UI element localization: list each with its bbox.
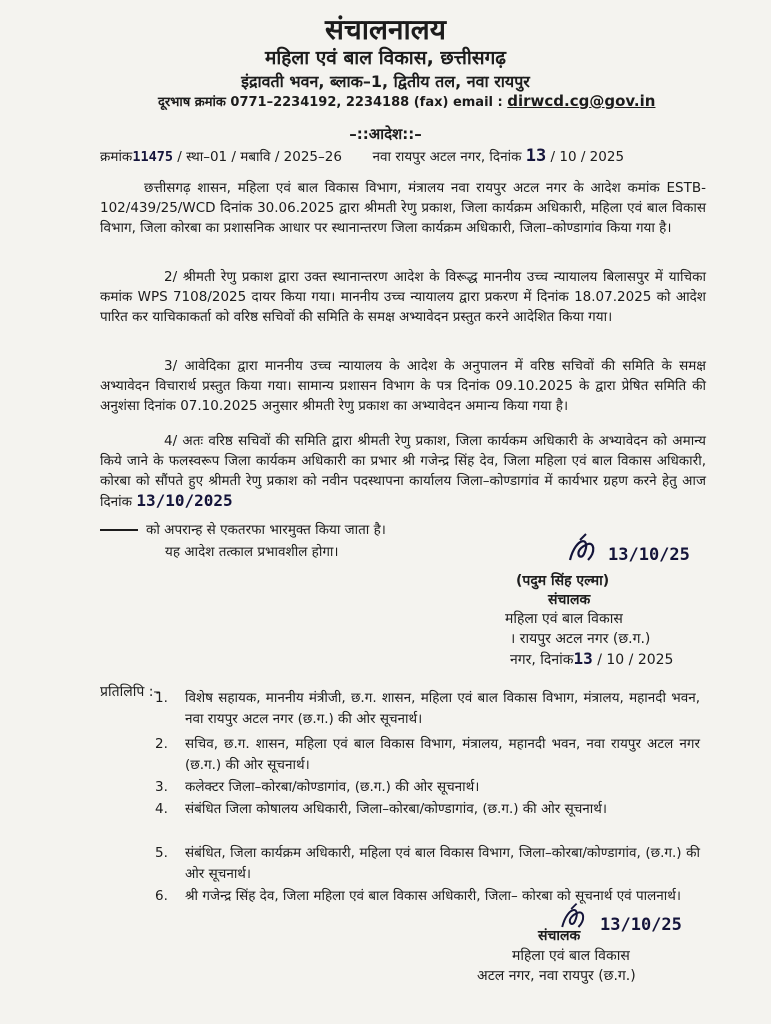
copy-item-number: 4. — [155, 801, 168, 817]
copy-item — [155, 734, 700, 776]
handwritten-relief-date: 13/10/2025 — [136, 491, 233, 510]
copy-item — [155, 799, 700, 820]
copy-item — [155, 688, 700, 730]
copy-item-text: श्री गजेन्द्र सिंह देव, जिला महिला एवं बाल विकास अधिकारी, जिला– कोरबा को सूचनार्थ एवं पालनार्थ। — [185, 888, 682, 904]
order-number-rest: / स्था–01 / मबावि / 2025–26 — [177, 149, 342, 165]
signatory-office: महिला एवं बाल विकास — [505, 611, 623, 627]
order-reference-line — [100, 146, 624, 166]
department-name: महिला एवं बाल विकास, छत्तीसगढ़ — [264, 47, 507, 69]
paragraph-1: छत्तीसगढ़ शासन, महिला एवं बाल विकास विभाग, मंत्रालय नवा रायपुर अटल नगर के आदेश कमांक ESTB-102/439/25/WCD दिनांक 30.06.2025 द्वारा श्रीमती रेणु प्रकाश, जिला कार्यक्रम अधिकारी, महिला एवं बाल विकास विभाग, जिला कोरबा का प्रशासनिक आधार पर स्थानान्तरण जिला कार्यक्रम अधिकारी, जिला–कोण्डागांव किया गया है। — [100, 180, 706, 236]
relief-line — [100, 520, 386, 538]
phone-numbers: दूरभाष क्रमांक 0771–2234192, 2234188 — [158, 95, 410, 110]
paragraph-2: 2/ श्रीमती रेणु प्रकाश द्वारा उक्त स्थानान्तरण आदेश के विरूद्ध माननीय उच्च न्यायालय बिलासपुर में याचिका कमांक WPS 7108/2025 दायर किया गया। माननीय उच्च न्यायालय द्वारा प्रकरण में दिनांक 18.07.2025 को आदेश पारित कर याचिकाकर्ता को वरिष्ठ सचिवों की समिति के समक्ष अभ्यावेदन प्रस्तुत करने आदेशित किया गया। — [100, 269, 706, 325]
signatory-designation: संचालक — [548, 592, 591, 608]
signature-2-place: अटल नगर, नवा रायपुर (छ.ग.) — [477, 968, 636, 984]
handwritten-date-day: 13 — [525, 146, 547, 166]
signatory-name: (पदुम सिंह एल्मा) — [516, 573, 610, 589]
email-address: dirwcd.cg@gov.in — [507, 92, 656, 110]
signature-1-date: 13/10/25 — [608, 545, 690, 565]
effect-line: यह आदेश तत्काल प्रभावशील होगा। — [165, 544, 339, 560]
blank-underline — [100, 529, 138, 531]
copy-item-text: विशेष सहायक, माननीय मंत्रीजी, छ.ग. शासन, महिला एवं बाल विकास विभाग, मंत्रालय, महानदी भवन, नवा रायपुर अटल नगर (छ.ग.) की ओर सूचनार्थ। — [185, 690, 700, 727]
copy-item-text: सचिव, छ.ग. शासन, महिला एवं बाल विकास विभाग, मंत्रालय, महानदी भवन, नवा रायपुर अटल नगर (छ.ग.) की ओर सूचनार्थ। — [185, 736, 700, 773]
signature-2-date: 13/10/25 — [600, 915, 682, 935]
relief-line-text: को अपरान्ह से एकतरफा भारमुक्त किया जाता है। — [146, 522, 386, 538]
copy-item-number: 1. — [155, 690, 168, 706]
order-heading: –::आदेश::– — [349, 125, 422, 143]
fax-email-label: (fax) email : — [413, 95, 503, 110]
place-date-label: नवा रायपुर अटल नगर, दिनांक — [372, 149, 522, 165]
office-title: संचालनालय — [325, 13, 446, 46]
copy-item — [155, 777, 700, 798]
signature-scribble — [562, 530, 602, 570]
paragraph-4-text: 4/ अतः वरिष्ठ सचिवों की समिति द्वारा श्रीमती रेणु प्रकाश, जिला कार्यकम अधिकारी के अभ्यावेदन को अमान्य किये जाने के फलस्वरूप जिला कार्यकम अधिकारी का प्रभार श्री गजेन्द्र सिंह देव, जिला महिला एवं बाल विकास अधिकारी, कोरबा को सौंपते हुए श्रीमती रेणु प्रकाश को नवीन पदस्थापना कार्यालय जिला–कोण्डागांव में कार्यभार ग्रहण करने हेतु आज दिनांक — [100, 433, 706, 510]
copy-item — [155, 886, 700, 907]
signature-1-date-line — [510, 649, 673, 669]
paragraph-3: 3/ आवेदिका द्वारा माननीय उच्च न्यायालय के आदेश के अनुपालन में वरिष्ठ सचिवों की समिति के समक्ष अभ्यावेदन विचारार्थ प्रस्तुत किया गया। सामान्य प्रशासन विभाग के पत्र दिनांक 09.10.2025 के द्वारा प्रेषित समिति की अनुशंसा दिनांक 07.10.2025 अनुसार श्रीमती रेणु प्रकाश का अभ्यावेदन अमान्य किया गया है। — [100, 358, 706, 414]
signature-1-date-label: नगर, दिनांक — [510, 652, 574, 668]
copy-item-number: 2. — [155, 736, 168, 752]
copy-item-text: कलेक्टर जिला–कोरबा/कोण्डागांव, (छ.ग.) की ओर सूचनार्थ। — [185, 779, 480, 795]
copy-item-number: 3. — [155, 779, 168, 795]
order-date-rest: / 10 / 2025 — [550, 149, 625, 165]
office-address: इंद्रावती भवन, ब्लाक–1, द्वितीय तल, नवा रायपुर — [241, 72, 530, 91]
copies-label: प्रतिलिपि :– — [100, 684, 161, 700]
copy-item — [155, 843, 700, 885]
paragraph-4 — [100, 431, 706, 512]
signature-2-office: महिला एवं बाल विकास — [512, 948, 630, 964]
signature-2-designation: संचालक — [538, 928, 581, 944]
handwritten-order-number: 11475 — [132, 149, 173, 165]
order-number-prefix: क्रमांक — [100, 149, 133, 165]
signatory-place: । रायपुर अटल नगर (छ.ग.) — [510, 631, 651, 647]
copy-item-text: संबंधित जिला कोषालय अधिकारी, जिला–कोरबा/कोण्डागांव, (छ.ग.) की ओर सूचनार्थ। — [185, 801, 608, 817]
copy-item-text: संबंधित, जिला कार्यक्रम अधिकारी, महिला एवं बाल विकास विभाग, जिला–कोरबा/कोण्डागांव, (छ.ग.) की ओर सूचनार्थ। — [185, 845, 700, 882]
signature-1-date-day: 13 — [573, 649, 593, 668]
copy-item-number: 6. — [155, 888, 168, 904]
contact-line — [158, 92, 655, 110]
signature-1-date-rest: / 10 / 2025 — [597, 652, 674, 668]
copy-item-number: 5. — [155, 845, 168, 861]
